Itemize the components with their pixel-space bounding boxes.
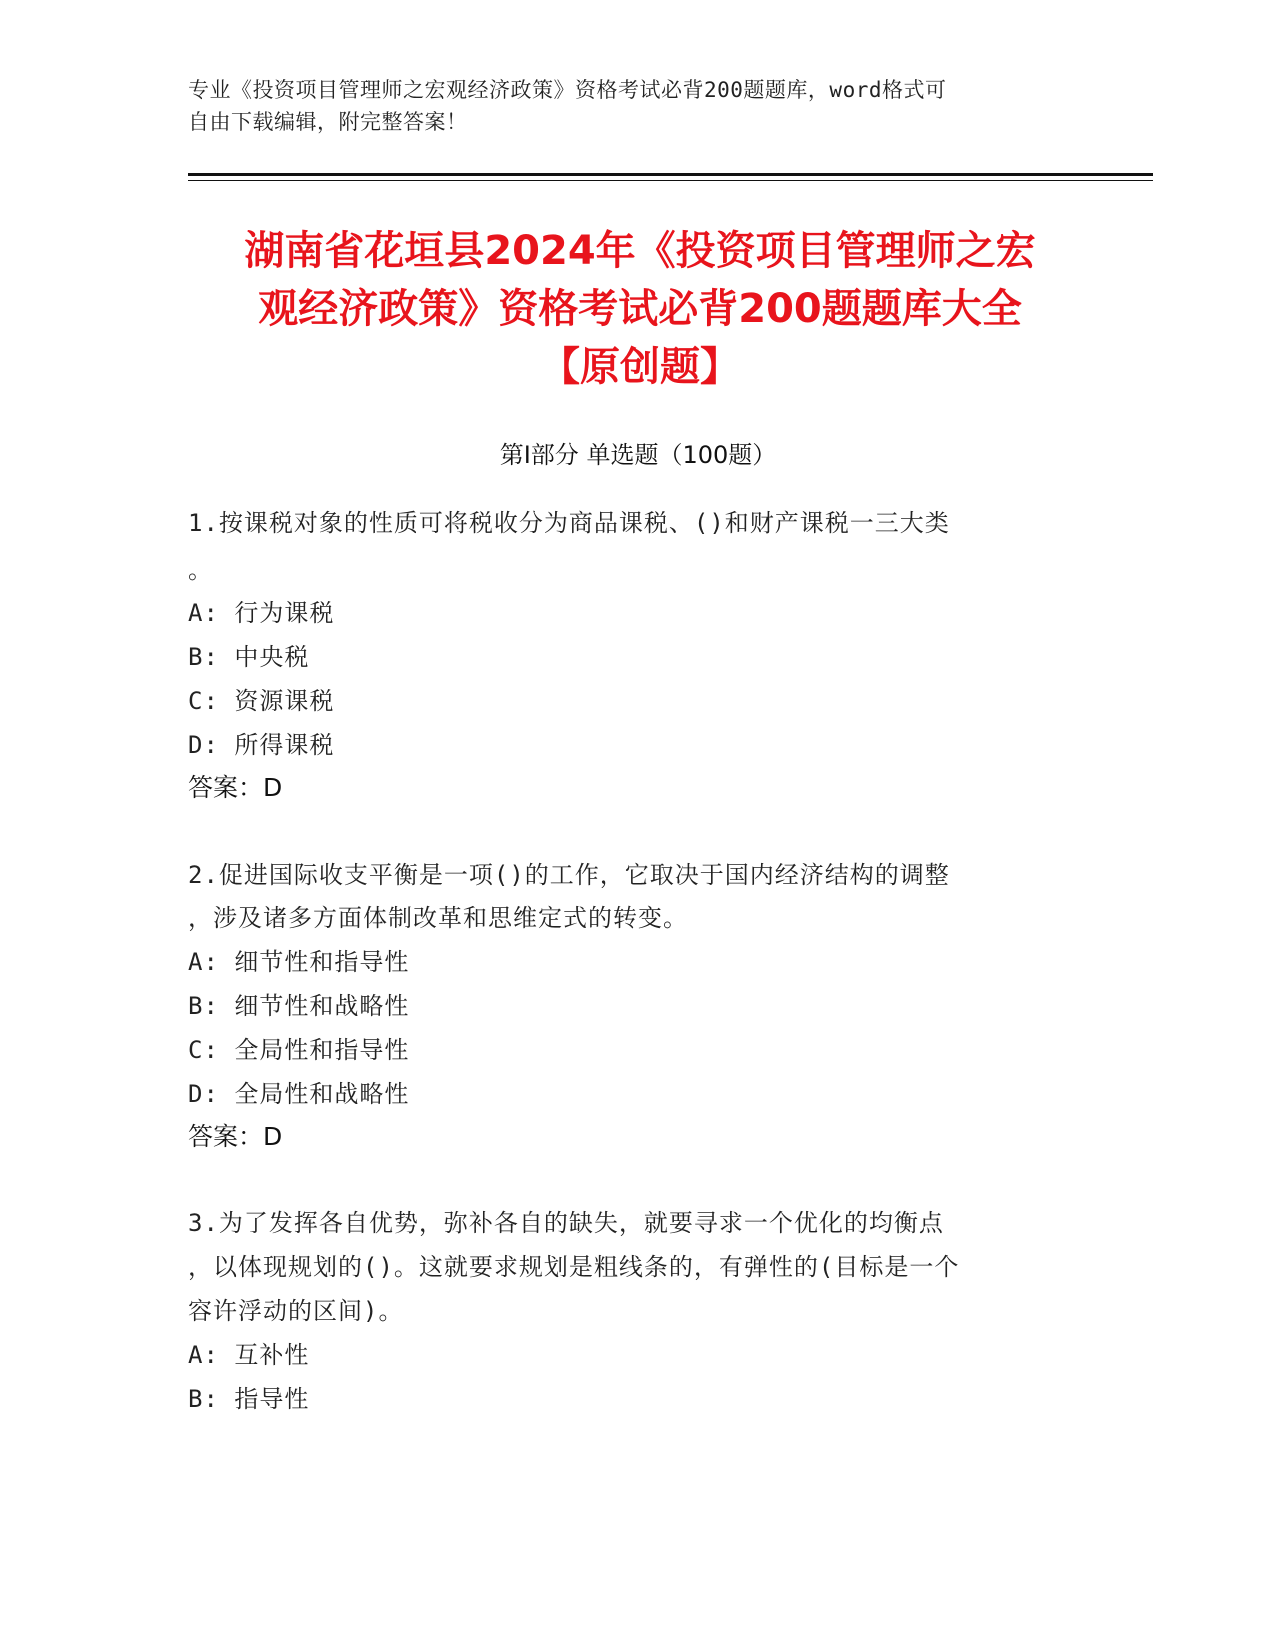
header-note-line-2: 自由下载编辑，附完整答案！ — [188, 110, 468, 134]
document-title — [160, 222, 1120, 396]
option-a: A: 细节性和指导性 — [188, 948, 410, 976]
answer-label: 答案：D — [188, 773, 283, 802]
option-c: C: 资源课税 — [188, 687, 335, 715]
section-heading: 第Ⅰ部分 单选题（100题） — [499, 441, 777, 469]
question-stem-line: 。 — [188, 556, 213, 584]
question-stem-line: ，以体现规划的()。这就要求规划是粗线条的，有弹性的(目标是一个 — [188, 1253, 960, 1281]
header-divider-thick — [188, 173, 1153, 176]
document-title-line-1: 湖南省花垣县2024年《投资项目管理师之宏 — [244, 228, 1036, 274]
option-c: C: 全局性和指导性 — [188, 1036, 410, 1064]
option-d: D: 全局性和战略性 — [188, 1080, 410, 1108]
option-a: A: 行为课税 — [188, 599, 335, 627]
option-b: B: 指导性 — [188, 1385, 310, 1413]
answer-label: 答案：D — [188, 1122, 283, 1151]
option-b: B: 细节性和战略性 — [188, 992, 410, 1020]
question-stem-line: 2.促进国际收支平衡是一项()的工作，它取决于国内经济结构的调整 — [188, 861, 950, 889]
header-note — [188, 74, 1068, 138]
document-title-line-3: 【原创题】 — [540, 344, 740, 390]
option-d: D: 所得课税 — [188, 731, 335, 759]
question-stem-line: 1.按课税对象的性质可将税收分为商品课税、()和财产课税一三大类 — [188, 509, 950, 537]
document-title-line-2: 观经济政策》资格考试必背200题题库大全 — [258, 286, 1022, 332]
question-stem-line: ，涉及诸多方面体制改革和思维定式的转变。 — [188, 904, 688, 932]
option-b: B: 中央税 — [188, 643, 310, 671]
question-stem-line: 容许浮动的区间)。 — [188, 1297, 404, 1325]
header-note-line-1: 专业《投资项目管理师之宏观经济政策》资格考试必背200题题库，word格式可 — [188, 78, 947, 102]
header-divider-thin — [188, 180, 1153, 181]
option-a: A: 互补性 — [188, 1341, 310, 1369]
question-stem-line: 3.为了发挥各自优势，弥补各自的缺失，就要寻求一个优化的均衡点 — [188, 1209, 944, 1237]
